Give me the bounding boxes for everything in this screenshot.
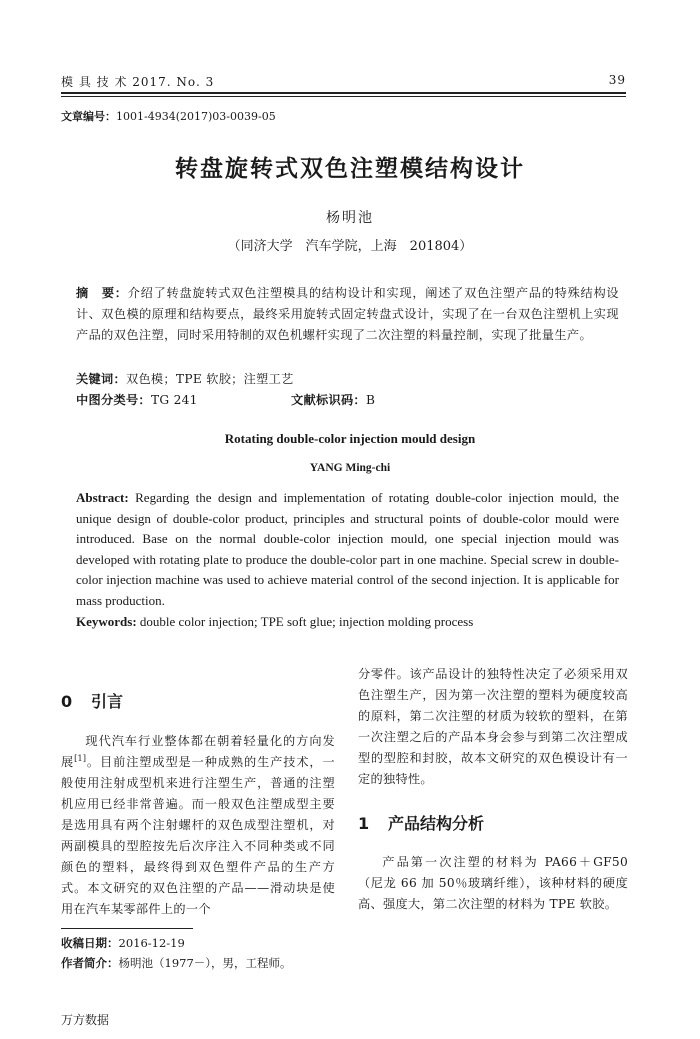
english-abstract-label: Abstract:	[76, 490, 129, 505]
running-header	[61, 70, 626, 90]
intro-text-b: 。目前注塑成型是一种成熟的生产技术，一般使用注射成型机来进行注塑生产，普通的注塑机应用已经非常普遍。而一般双色注塑成型主要是选用具有两个注射螺杆的双色成型注塑机，对两副模具的型腔按先后次序注入不同种类或不同颜色的塑料，最终得到双色塑件产品的生产方式。本文研究的双色注塑的产品——滑动块是使用在汽车某零部件上的一个	[61, 755, 335, 916]
watermark-footer: 万方数据	[61, 1013, 110, 1027]
section-1-text: 产品第一次注塑的材料为 PA66＋GF50（尼龙 66 加 50％玻璃纤维），该种材料的硬度高、强度大，第二次注塑的材料为 TPE 软胶。	[358, 855, 628, 911]
section-1-paragraph	[358, 852, 628, 915]
english-abstract	[76, 488, 619, 611]
english-title: Rotating double-color injection mould design	[224, 431, 476, 446]
received-value: 2016-12-19	[118, 936, 185, 950]
english-abstract-text: Regarding the design and implementation of rotating double-color injection mould, the unique design of double-color product, principles and structural points of double-color mould were introduced. Base on the normal double-color injection mould, one special injection mould was developed with rotating plate to produce the double-color part in one machine. Special screw in double-color injection machine was used to achieve material control of the second injection. It is applicable for mass production.	[76, 490, 619, 608]
chinese-keywords	[76, 370, 294, 387]
citation-ref[interactable]: [1]	[74, 753, 87, 763]
footnote-rule	[61, 928, 193, 929]
author-bio	[61, 955, 292, 971]
received-date	[61, 935, 185, 951]
header-rule-thin	[61, 96, 626, 97]
doc-code-label: 文献标识码：	[291, 393, 366, 407]
keywords-text: 双色模；TPE 软胶；注塑工艺	[125, 372, 294, 386]
english-keywords	[76, 614, 473, 630]
classification-line	[76, 391, 619, 408]
english-author: YANG Ming-chi	[309, 462, 391, 474]
section-0-paragraph	[61, 731, 335, 920]
abstract-text: 介绍了转盘旋转式双色注塑模具的结构设计和实现，阐述了双色注塑产品的特殊结构设计、双色模的原理和结构要点，最终采用旋转式固定转盘式设计，实现了在一台双色注塑机上实现产品的双色注塑，同时采用特制的双色机螺杆实现了二次注塑的料量控制，实现了批量生产。	[76, 286, 619, 342]
section-1-title: 产品结构分析	[388, 814, 485, 833]
abstract-label: 摘 要：	[76, 286, 128, 300]
article-number	[61, 108, 276, 124]
section-1-number: 1	[358, 814, 370, 833]
section-0-title: 引言	[91, 692, 124, 711]
received-label: 收稿日期：	[61, 936, 119, 950]
section-1-heading	[358, 811, 484, 834]
doc-code-value: B	[365, 393, 376, 407]
author-bio-value: 杨明池（1977－），男，工程师。	[118, 956, 292, 970]
section-0-heading	[61, 689, 123, 712]
section-0-number: 0	[61, 692, 73, 711]
right-column-paragraph	[358, 664, 628, 790]
english-keywords-label: Keywords:	[76, 614, 137, 629]
journal-info: 模 具 技 术 2017. No. 3	[61, 75, 215, 89]
paper-title: 转盘旋转式双色注塑模结构设计	[175, 156, 525, 182]
affiliation: （同济大学 汽车学院，上海 201804）	[227, 239, 473, 254]
keywords-label: 关键词：	[76, 372, 126, 386]
page-number: 39	[608, 73, 626, 87]
continued-text: 分零件。该产品设计的独特性决定了必须采用双色注塑生产，因为第一次注塑的塑料为硬度较高的原料，第二次注塑的材质为较软的塑料，在第一次注塑之后的产品本身会参与到第二次注塑成型的型腔和封胶，故本文研究的双色模设计有一定的独特性。	[358, 667, 628, 786]
article-number-label: 文章编号：	[61, 110, 116, 123]
author-name: 杨明池	[326, 210, 374, 226]
intro-text-a: 现代汽车行业整体都在朝着轻量化的方向发展	[61, 734, 335, 769]
header-rule-thick	[61, 92, 626, 94]
class-value: TG 241	[150, 393, 198, 407]
english-keywords-text: double color injection; TPE soft glue; injection molding process	[139, 614, 474, 629]
author-bio-label: 作者简介：	[61, 956, 119, 970]
chinese-abstract	[76, 283, 619, 346]
article-number-value: 1001-4934(2017)03-0039-05	[116, 110, 276, 123]
class-label: 中图分类号：	[76, 393, 151, 407]
